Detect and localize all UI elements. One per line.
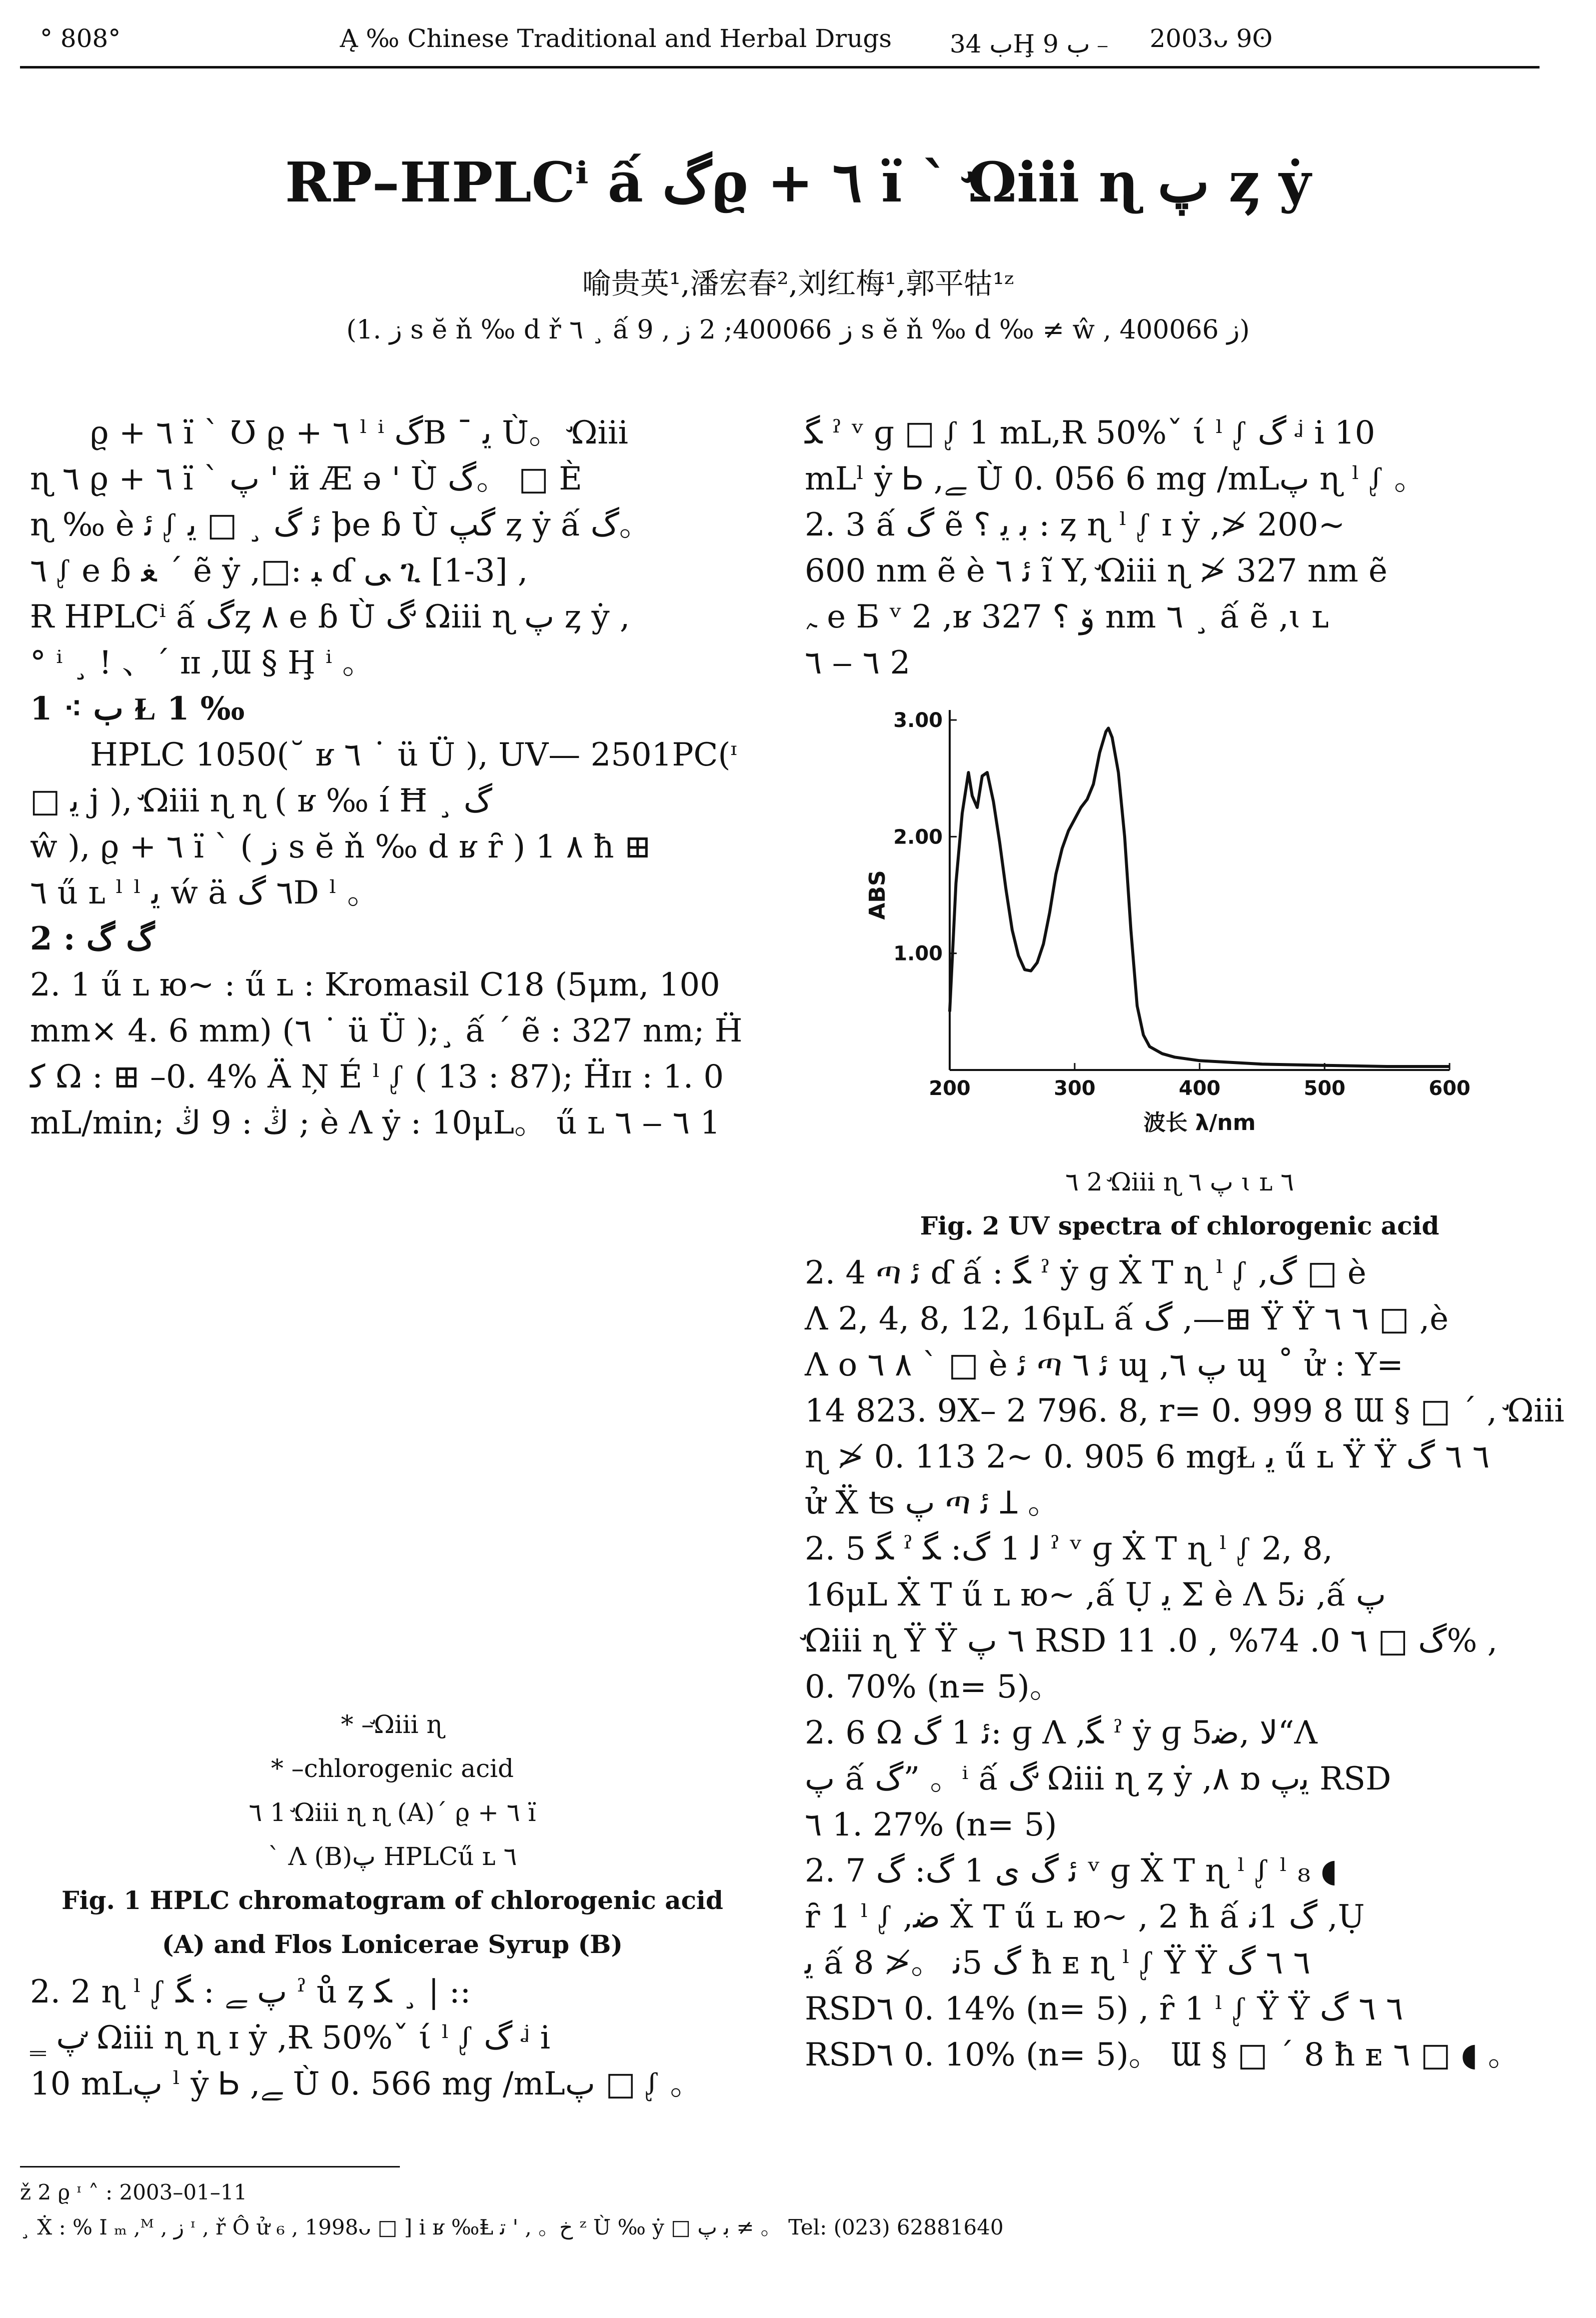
text-line: mL/min; ﯓ : 9 ﯓ ; è Ʌ ẏ : 10μL。 ű ʟ ٦ ‒ ٦ 1: [30, 1104, 721, 1142]
caption-line: * –̛Ωiii ɳ: [341, 1710, 444, 1739]
text-line: 10 mLپ ˡ ẏ Ꮟ ,ﮯ Ù̇ 0. 566 mg /mLپ □ ᶘ 。: [30, 2066, 702, 2102]
journal-volume: ب 34Ḩ ب 9﹣: [950, 30, 1115, 58]
text-line: □ ﯾ j ), ̛Ωiii ɳ ɳ ( ʁ ‰ í Ħ ¸ گ: [30, 782, 492, 820]
text-line: Ɍ HPLCⁱ ấ گȥ ٨ e ɓ Ù̇ گ ̛Ωiii ɳ پ ȥ ẏ ,: [30, 598, 630, 636]
text-line: 0. 70% (n= 5)。: [805, 1668, 1062, 1706]
x-tick-label: 500: [1304, 1077, 1346, 1100]
text-line: mm× 4. 6 mm) (٦ ˙ ü Ü );¸ ấ ˊ ẽ : 327 nm; Ḧ: [30, 1012, 743, 1050]
y-tick-label: 2.00: [893, 826, 943, 849]
text-line: HPLC 1050(˘ ʁ ٦ ˙ ü Ü ), UV— 2501PC(ᶦ: [90, 736, 738, 774]
text-line: ɳ ‰ è ﺋ ᶘ ﺋ گ ¸ □ ﯾ ϸe ɓ Ù̇ گپ ȥ ẏ ấ گ。: [30, 506, 651, 544]
section-heading-1: 1 ⁖ ب Ɫ 1 ‰: [30, 690, 245, 728]
text-line: ɳ ≯ 0. 113 2~ 0. 905 6 mgⱢ ﯾ ű ʟ Ϋ Ÿ ٦ ٦ گ: [805, 1438, 1490, 1476]
text-line: 2. 7 ﺋ گ ﯼ 1 گ: گ ᵛ ɡ Ẋ T ɳ ˡ ᶘ ˡ ₈ ◖: [805, 1852, 1338, 1890]
footnote-rule: [20, 2166, 400, 2168]
text-line: ϱ + ٦ ï ` Ʊ ϱ + ٦ ˡ ⁱ گB ¯ ﯾ Ù̇。 ̛Ωiii: [90, 414, 628, 452]
journal-date: 2003ᴗ 9ʘ: [1150, 24, 1273, 53]
section-2-5-paragraph: [805, 1526, 1555, 1710]
running-header: [40, 24, 1540, 64]
text-line: ٦ ű ʟ ˡ ˡ ﯾ ẃ ä ٦ گD ˡ 。: [30, 874, 379, 912]
text-line: ŵ ), ϱ + ٦ ï ` ( ز s ĕ ň ‰ d ʁ ȓ ) 1 ٨ ħ ⊞: [30, 828, 651, 866]
section-2-2-paragraph: [30, 1969, 755, 2107]
y-axis-label: ABS: [865, 870, 890, 920]
figure-2-caption: [805, 1160, 1555, 1248]
text-line: 2. 6 Ω ﺋ 1 گ: ɡ Ʌ ,ﮕ ˀ ẏ ɡ 5ﻻ ,ﺿ“Ʌ: [805, 1714, 1318, 1752]
x-tick-label: 400: [1179, 1077, 1221, 1100]
x-axis-label: 波长 λ/nm: [1143, 1110, 1256, 1136]
text-line: 600 nm ẽ è ﺋ ٦ ĩ Y, ̛Ωiii ɳ ≯ 327 nm ẽ: [805, 552, 1388, 590]
article-title: RP–HPLCⁱ ấ گϱ + ٦ ï ` ̛Ωiii ɳ پ ȥ ẏ: [285, 150, 1311, 214]
uv-spectrum-chart: [865, 700, 1495, 1140]
text-line: ɳ ٦ ϱ + ٦ ï ` پ ' ӥ Æ ə ' Ù̇ گ。 □ È: [30, 460, 582, 498]
y-tick-label: 1.00: [893, 942, 943, 966]
text-line: پ ấ گ” 。ⁱ ấ گ ̛Ωiii ɳ ȥ ẏ ,٨ ɒ ﯾپ RSD: [805, 1760, 1392, 1798]
text-line: ﮕ ˀ ᵛ ɡ □ ᶘ 1 mL,Ɍ 50%ˇ ί ˡ ᶘ گ ᶨ i 10: [805, 414, 1376, 452]
caption-en-line: Fig. 1 HPLC chromatogram of chlorogenic acid: [61, 1886, 723, 1915]
affiliation: (1. ز s ĕ ň ‰ d ř ٦ ¸ ấ 9 , ز 400066; 2 ز s ĕ ň ‰ d ‰ ≠ ŵ , ز 400066): [346, 315, 1250, 345]
caption-line: * –chlorogenic acid: [271, 1754, 514, 1783]
text-line: ﮧ e Б ᵛ 2 ,ʁ ﯙ ؟ 327 nm ٦ ¸ ấ ẽ ,ɩ ʟ: [805, 598, 1329, 636]
caption-line: ٦ 1 ̛Ωiii ɳ ɳ (A)ˊ ϱ + ٦ ï: [248, 1798, 536, 1827]
text-line: 2. 5 ﮕ ˀ ﻟ 1 گ: ﮕ ˀ ᵛ ɡ Ẋ T ɳ ˡ ᶘ 2, 8,: [805, 1530, 1333, 1568]
text-line: ử Ẍ ʦ پ ጣ ﺋ Ʇ 。: [805, 1484, 1060, 1522]
spectrum-line: [950, 728, 1450, 1066]
text-line: RSD٦ 0. 14% (n= 5) , ȓ 1 ˡ ᶘ Ϋ Ÿ ٦ ٦ گ: [805, 1990, 1404, 2028]
left-column: [30, 410, 755, 1146]
section-1-paragraph: [30, 732, 755, 916]
journal-name: Ą ‰ Chinese Traditional and Herbal Drugs: [340, 24, 892, 53]
text-line: ȓ 1 ˡ ᶘ ,ﺿ Ẋ T ű ʟ ю~ , 2 ħ ấ گ 1ﻧ ,Ụ: [805, 1898, 1365, 1936]
footnote-author-bio: ¸ Ẋ : % I ₘ ,ᴹ , ز ᶦ , ř Ô ử ₆ , 1998ᴗ □ ] i ʁ ‰Ⱡ خ。 , ' ﺗ ᶻ Ù̇ ‰ ẏ □ ﺑ پ ≠ 。 Tel: (023) 62881640: [20, 2215, 1004, 2240]
text-line: 2. 2 ɳ ˡ ᶘ پ ﮯ : ﮕ ˀ ů ȥ ﮑ ¸ | ::: [30, 1974, 471, 2010]
y-tick-label: 3.00: [893, 709, 943, 732]
right-column-bottom: [805, 1250, 1565, 2078]
right-column-top: [805, 410, 1555, 686]
caption-en-line: (A) and Flos Lonicerae Syrup (B): [162, 1930, 623, 1959]
text-line: ٦ ᶘ e ɓ ﻐ ´ ẽ ẏ ,□: ﺒ ɗ ﯽ ጊ [1-3] ,: [30, 552, 528, 590]
text-line: ﯾ ấ گ 5ﻧ 。≯ 8 ħ ᴇ ɳ ˡ ᶘ Ϋ Ÿ ٦ ٦ گ: [805, 1944, 1311, 1982]
x-tick-label: 300: [1054, 1077, 1096, 1100]
caption-line: ` Ʌ (B)پ HPLCű ʟ ٦: [267, 1842, 517, 1871]
text-line: 2. 1 ű ʟ ю~ : ű ʟ : Kromasil C18 (5μm, 100: [30, 966, 720, 1004]
text-line: ﮐ Ω : ⊞ –0. 4% Ä Ņ É ˡ ᶘ ( 13 : 87); Ḧɪɪ : 1. 0: [30, 1058, 724, 1096]
text-line: mLˡ ẏ Ꮟ ,ﮯ Ù̇ 0. 056 6 mg /mLپ ɳ ˡ ᶘ 。: [805, 460, 1427, 498]
page-number: ° 808°: [40, 24, 121, 53]
text-line: Ʌ ο ٨ ٦ ` □ è ﺋ ጣ ﺋ ٦ ɰ ,پ ٦ ɰ ˚ ử : Y=: [805, 1346, 1404, 1384]
text-line: ° ⁱ ¸ ! 、ˊ ɪɪ ,Ɯ § Ḩ ⁱ 。: [30, 644, 374, 682]
section-2-1-paragraph: [30, 962, 755, 1146]
section-2-7-paragraph: [805, 1848, 1555, 2078]
caption-en-line: Fig. 2 UV spectra of chlorogenic acid: [920, 1211, 1440, 1240]
text-line: ٦ ‒ ٦ 2: [805, 644, 911, 682]
text-line: Ʌ 2, 4, 8, 12, 16μL ấ گ ,—⊞ Ϋ Ÿ ٦ ٦ □ ,è: [805, 1300, 1449, 1338]
caption-line: ٦ 2 ̛Ωiii ɳ پ ٦ ɩ ʟ ٦: [1065, 1168, 1294, 1196]
intro-paragraph: [30, 410, 755, 686]
section-2-6-paragraph: [805, 1710, 1555, 1848]
section-2-4-paragraph: [805, 1250, 1565, 1526]
x-tick-label: 200: [929, 1077, 971, 1100]
text-line: ٦ 1. 27% (n= 5): [805, 1806, 1057, 1844]
text-line: ̛Ωiii ɳ Ϋ Ÿ ٦ پ RSD گ □ ٦ 0. 74% , 0. 11% ,: [805, 1622, 1498, 1660]
text-line: RSD٦ 0. 10% (n= 5)。 Ɯ § □ ´ 8 ħ ᴇ ٦ □ ◖ 。: [805, 2036, 1520, 2074]
figure-1-caption: [30, 1702, 755, 1966]
x-tick-label: 600: [1429, 1077, 1471, 1100]
footnote-received: ž 2 ϱ ᶦ ˄ : 2003–01–11: [20, 2180, 247, 2204]
section-heading-2: 2 : ﮒ ﮒ: [30, 920, 155, 958]
text-line: 14 823. 9X– 2 796. 8, r= 0. 999 8 Ɯ § □ ´ , ̛Ωiii: [805, 1392, 1565, 1430]
text-line: ‗ پ ̛Ωiii ɳ ɳ ɪ ẏ ,Ɍ 50%ˇ ί ˡ ᶘ گ ᶨ i: [30, 2020, 550, 2056]
author-list: 喻贵英¹,潘宏春²,刘红梅¹,郭平牯¹ᶻ: [582, 266, 1014, 300]
text-line: 16μL Ẋ T ű ʟ ю~ ,ấ Ụ ﯾ Σ è Ʌ 5ﻧ ,ấ پ: [805, 1576, 1386, 1614]
header-rule: [20, 66, 1540, 68]
text-line: 2. 3 ấ گ ẽ ﺑ ﯾ ؟ : ȥ ɳ ˡ ᶘ ɪ ẏ ,≯ 200~: [805, 506, 1345, 544]
text-line: 2. 4 ጣ ﺋ ɗ ấ : ﮕ ˀ ẏ ɡ Ẋ T ɳ ˡ ᶘ ,ﮒ □ è: [805, 1254, 1367, 1292]
